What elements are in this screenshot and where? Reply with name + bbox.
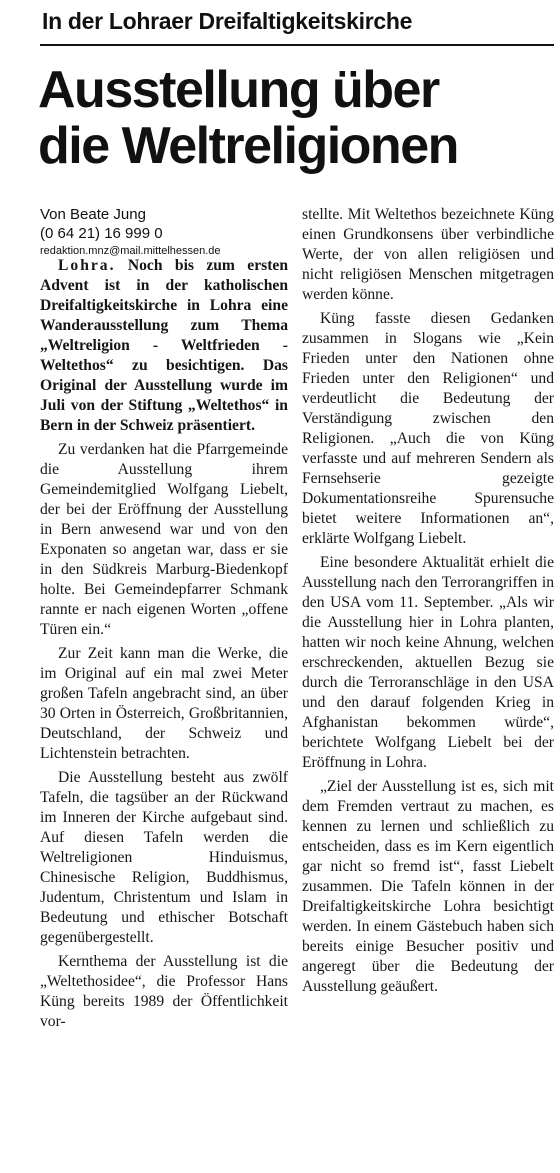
byline-email: redaktion.mnz@mail.mittelhessen.de xyxy=(40,245,221,257)
article-column-right xyxy=(302,205,554,1001)
kicker: In der Lohraer Dreifaltigkeitskirche xyxy=(42,8,413,34)
article-paragraph: Zu verdanken hat die Pfarrgemeinde die Ausstellung ihrem Gemeindemitglied Wolfgang Liebelt, der bei der Eröffnung der Ausstellung in Bern anwesend war und von den Exponaten so angetan war, dass er sie in den Südkreis Marburg-Biedenkopf holte. Bei Gemeindepfarrer Schmank rannte er nach eigenen Worten „offene Türen ein.“ xyxy=(40,441,288,638)
headline-line-2: die Weltreligionen xyxy=(38,117,458,175)
article-paragraph: Die Ausstellung besteht aus zwölf Tafeln, die tagsüber an der Rückwand im Inneren der Kirche aufgebaut sind. Auf diesen Tafeln werden die Weltreligionen Hinduismus, Chinesische Religion, Buddhismus, Judentum, Christentum und Islam in Bedeutung und ethischer Botschaft gegenübergestellt. xyxy=(40,769,288,946)
article-paragraph: Kernthema der Ausstellung ist die „Weltethosidee“, die Professor Hans Küng bereits 1989 der Öffentlichkeit vor- xyxy=(40,953,288,1030)
article-column-left xyxy=(40,256,288,1036)
headline-line-1: Ausstellung über xyxy=(38,61,439,119)
byline-author: Von Beate Jung xyxy=(40,206,146,223)
article-paragraph: stellte. Mit Weltethos bezeichnete Küng einen Grundkonsens über verbindliche Werte, der von allen religiösen und nicht religiösen Menschen mitgetragen werden könne. xyxy=(302,206,554,303)
byline-phone: (0 64 21) 16 999 0 xyxy=(40,225,163,242)
kicker-rule xyxy=(40,44,554,46)
article-paragraph: Zur Zeit kann man die Werke, die im Original auf ein mal zwei Meter großen Tafeln angebracht sind, an über 30 Orten in Österreich, Großbritannien, Deutschland, der Schweiz und Lichtenstein betrachten. xyxy=(40,645,288,762)
lead-text: Noch bis zum ersten Advent ist in der katholischen Dreifaltigkeitskirche in Lohra eine Wanderausstellung zum Thema „Weltreligion - Weltfrieden - Weltethos“ zu besichtigen. Das Original der Ausstellung wurde im Juli von der Stiftung „Weltethos“ in Bern in der Schweiz präsentiert. xyxy=(40,257,288,434)
lead-place: Lohra. xyxy=(58,257,116,274)
article-paragraph: Küng fasste diesen Gedanken zusammen in Slogans wie „Kein Frieden unter den Nationen ohne Frieden unter den Religionen“ und verdeutlicht die Bedeutung der Verständigung zwischen den Religionen. „Auch die von Küng verfasste und auf mehreren Sendern als Fernsehserie gezeigte Dokumentationsreihe Spurensuche bietet weitere Informationen an“, erklärte Wolfgang Liebelt. xyxy=(302,310,554,547)
lead-paragraph xyxy=(40,256,288,436)
byline xyxy=(40,205,290,260)
article-paragraph: „Ziel der Ausstellung ist es, sich mit dem Fremden vertraut zu machen, es kennen zu lernen und schließlich zu entscheiden, dass es im Kern eigentlich gar nicht so fremd ist“, fasst Liebelt zusammen. Die Tafeln können in der Dreifaltigkeitskirche Lohra besichtigt werden. In einem Gästebuch haben sich bereits einige Besucher positiv und angeregt über die Bedeutung der Ausstellung geäußert. xyxy=(302,778,554,995)
article-paragraph: Eine besondere Aktualität erhielt die Ausstellung nach den Terrorangriffen in den USA vom 11. September. „Als wir die Ausstellung hier in Lohra planten, hatten wir noch keine Ahnung, welchen erschreckenden, aktuellen Bezug sie durch die Terroranschläge in den USA und den darauf folgenden Krieg in Afghanistan bekommen würde“, berichtete Wolfgang Liebelt bei der Eröffnung in Lohra. xyxy=(302,554,554,771)
headline xyxy=(38,62,558,174)
